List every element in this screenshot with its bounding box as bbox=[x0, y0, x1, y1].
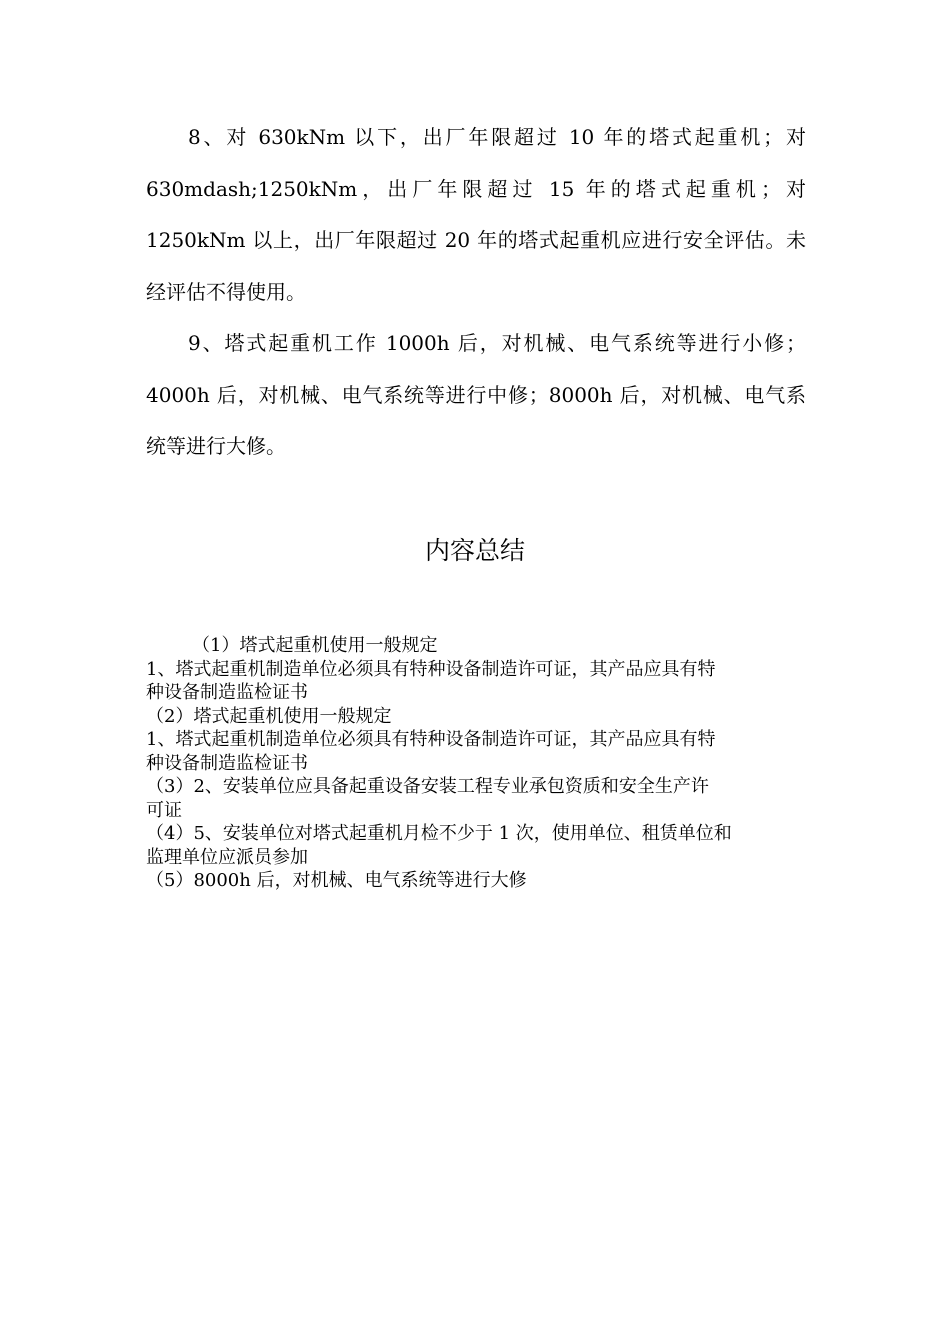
summary-line: （1）塔式起重机使用一般规定 bbox=[192, 635, 438, 656]
summary-line: （2）塔式起重机使用一般规定 bbox=[146, 705, 392, 727]
paragraph-8: 8、对 630kNm 以下，出厂年限超过 10 年的塔式起重机；对 630mdash;1250kNm，出厂年限超过 15 年的塔式起重机；对 1250kNm 以上，出厂年限超过 20 年的塔式起重机应进行安全评估。未经评估不得使用。 bbox=[146, 125, 806, 304]
summary-line: 可证 bbox=[146, 799, 182, 821]
summary-line: （4）5、安装单位对塔式起重机月检不少于 1 次，使用单位、租赁单位和 bbox=[146, 823, 732, 844]
summary-title: 内容总结 bbox=[424, 536, 525, 565]
summary-line: （5）8000h 后，对机械、电气系统等进行大修 bbox=[146, 870, 527, 891]
summary-line: （3）2、安装单位应具备起重设备安装工程专业承包资质和安全生产许 bbox=[146, 776, 709, 797]
summary-line: 种设备制造监检证书 bbox=[146, 752, 308, 774]
summary-line: 1、塔式起重机制造单位必须具有特种设备制造许可证，其产品应具有特 bbox=[146, 729, 716, 750]
summary-line: 1、塔式起重机制造单位必须具有特种设备制造许可证，其产品应具有特 bbox=[146, 658, 716, 680]
summary-block bbox=[146, 634, 810, 893]
paragraph-9: 9、塔式起重机工作 1000h 后，对机械、电气系统等进行小修；4000h 后，对机械、电气系统等进行中修；8000h 后，对机械、电气系统等进行大修。 bbox=[146, 331, 806, 458]
summary-line: 种设备制造监检证书 bbox=[146, 682, 308, 703]
summary-line: 监理单位应派员参加 bbox=[146, 846, 308, 868]
